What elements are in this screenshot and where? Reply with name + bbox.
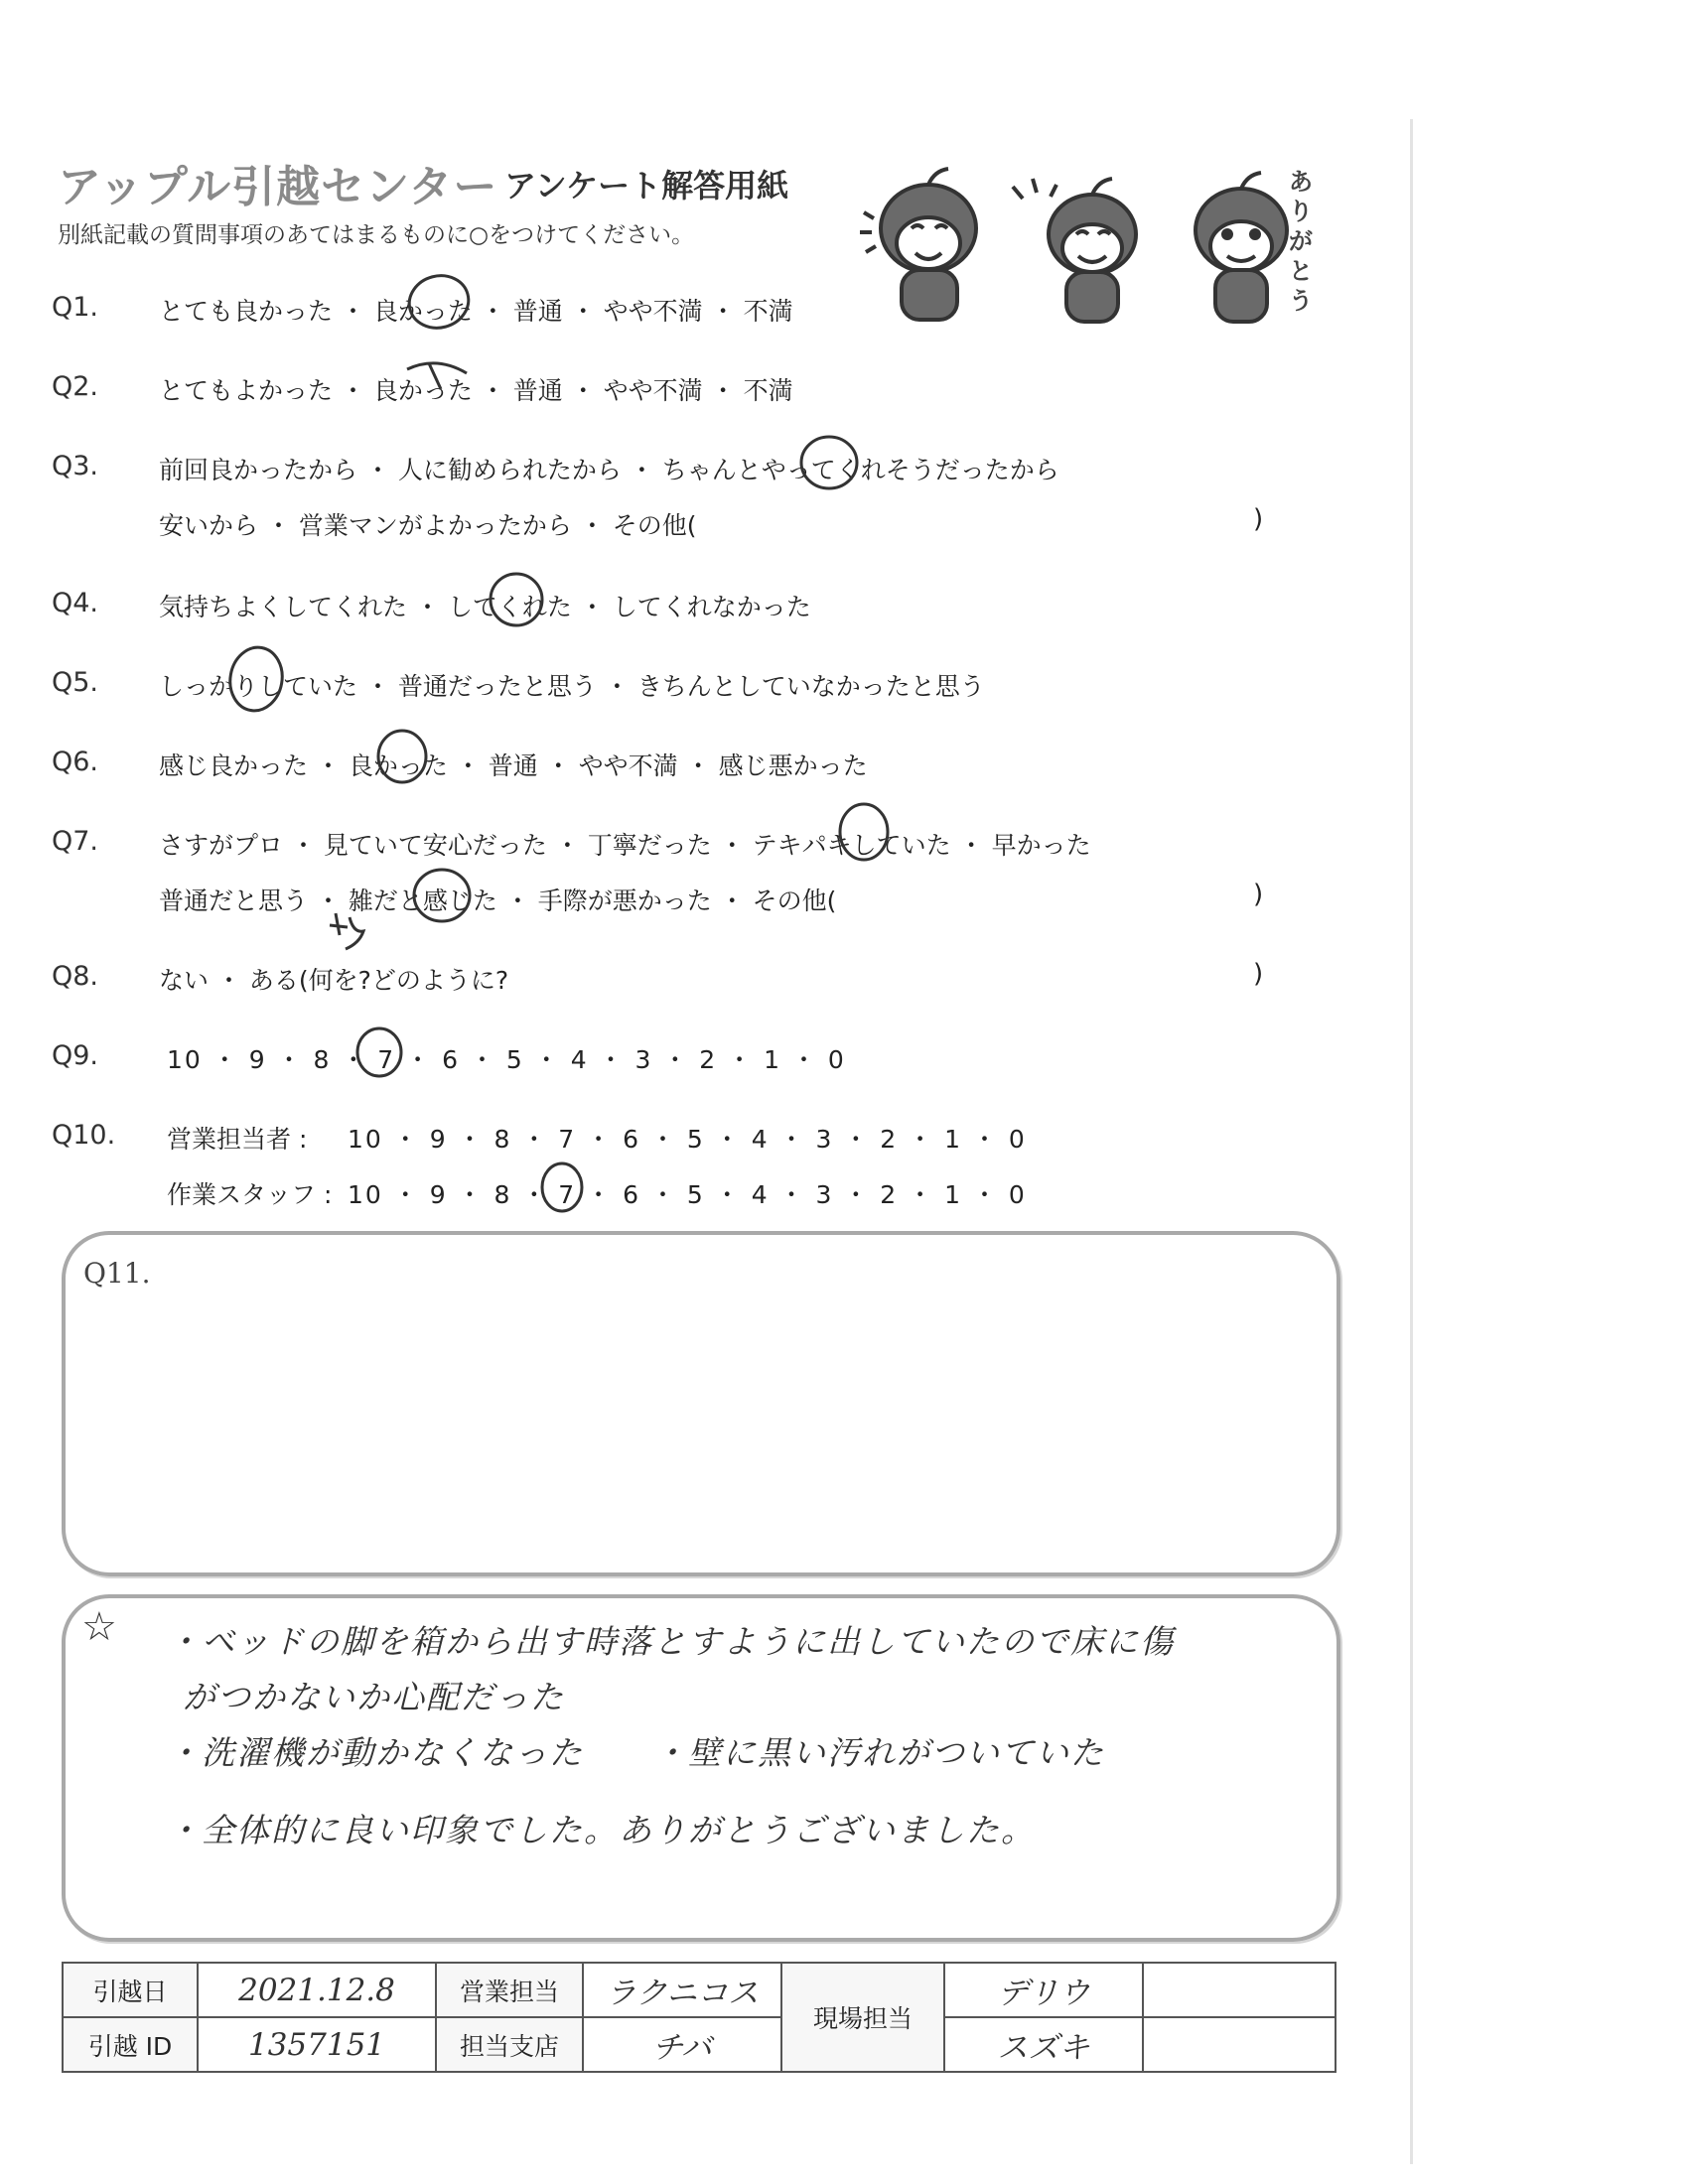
q6-label: Q6.: [52, 747, 99, 777]
q10-sales-label: 営業担当者 :: [167, 1125, 308, 1154]
move-date-value: 2021.12.8: [198, 1963, 436, 2017]
page-edge: [1410, 119, 1413, 2164]
q3-label: Q3.: [52, 451, 99, 481]
site-rep-empty-1: [1143, 1963, 1336, 2017]
comment-line-3: ・洗濯機が動かなくなった ・壁に黒い汚れがついていた: [167, 1733, 1105, 1772]
q7-close-paren: ): [1253, 880, 1264, 909]
q10-label: Q10.: [52, 1120, 116, 1151]
q3-options-line2[interactable]: 安いから ・ 営業マンがよかったから ・ その他(: [159, 511, 697, 540]
sales-rep-label: 営業担当: [436, 1963, 583, 2017]
q9-label: Q9.: [52, 1040, 99, 1071]
site-rep-empty-2: [1143, 2017, 1336, 2072]
q10-staff-label: 作業スタッフ :: [167, 1180, 333, 1209]
monkey-mascots-illustration: [854, 159, 1321, 338]
comment-line-2: がつかないか心配だった: [183, 1678, 565, 1716]
q11-label: Q11.: [83, 1257, 151, 1290]
q4-options[interactable]: 気持ちよくしてくれた ・ してくれた ・ してくれなかった: [159, 593, 811, 621]
company-title: アップル引越センター: [58, 162, 498, 212]
site-rep-label: 現場担当: [781, 1963, 944, 2072]
monkey-mascot-left: [860, 169, 976, 320]
q8-options[interactable]: ない ・ ある(何を?どのように?: [159, 966, 509, 995]
sales-rep-value: ラクニコス: [583, 1963, 781, 2017]
q2-options[interactable]: とてもよかった ・ 良かった ・ 普通 ・ やや不満 ・ 不満: [159, 376, 793, 405]
monkey-mascot-right: [1196, 173, 1287, 322]
q8-label: Q8.: [52, 961, 99, 992]
move-info-table: [62, 1962, 1336, 2073]
site-rep-value-2: スズキ: [944, 2017, 1143, 2072]
q1-label: Q1.: [52, 292, 99, 323]
q7-options-line1[interactable]: さすがプロ ・ 見ていて安心だった ・ 丁寧だった ・ テキパキしていた ・ 早かった: [159, 831, 1091, 860]
comment-line-1: ・ベッドの脚を箱から出す時落とすように出していたので床に傷: [167, 1622, 1175, 1661]
form-subtitle: アンケート解答用紙: [504, 167, 789, 205]
q2-label: Q2.: [52, 371, 99, 402]
comment-line-4: ・全体的に良い印象でした。ありがとうございました。: [167, 1811, 1036, 1849]
q7-extra-note-mark: [330, 913, 363, 949]
monkey-mascot-middle: [1013, 179, 1136, 322]
instruction-text: 別紙記載の質問事項のあてはまるものに○をつけてください。: [58, 222, 695, 248]
q7-label: Q7.: [52, 826, 99, 857]
q8-close-paren: ): [1253, 959, 1264, 989]
q9-score-scale[interactable]: 10 ・ 9 ・ 8 ・ 7 ・ 6 ・ 5 ・ 4 ・ 3 ・ 2 ・ 1 ・ 0: [167, 1045, 846, 1074]
q5-options[interactable]: しっかりしていた ・ 普通だったと思う ・ きちんとしていなかったと思う: [159, 672, 985, 701]
move-date-label: 引越日: [63, 1963, 198, 2017]
q6-options[interactable]: 感じ良かった ・ 良かった ・ 普通 ・ やや不満 ・ 感じ悪かった: [159, 751, 868, 780]
q1-options[interactable]: とても良かった ・ 良かった ・ 普通 ・ やや不満 ・ 不満: [159, 297, 793, 326]
q3-options-line1[interactable]: 前回良かったから ・ 人に勧められたから ・ ちゃんとやってくれそうだったから: [159, 456, 1059, 484]
mascot-caption: ありがとう: [1289, 168, 1313, 315]
star-mark: ☆: [81, 1604, 117, 1650]
move-id-value: 1357151: [198, 2017, 436, 2072]
q10-sales-scale[interactable]: 10 ・ 9 ・ 8 ・ 7 ・ 6 ・ 5 ・ 4 ・ 3 ・ 2 ・ 1 ・ 0: [348, 1125, 1027, 1154]
q11-answer-box[interactable]: [62, 1231, 1340, 1576]
q4-label: Q4.: [52, 588, 99, 618]
branch-value: チバ: [583, 2017, 781, 2072]
branch-label: 担当支店: [436, 2017, 583, 2072]
move-id-label: 引越 ID: [63, 2017, 198, 2072]
q5-label: Q5.: [52, 667, 99, 698]
q3-close-paren: ): [1253, 504, 1264, 534]
q10-staff-scale[interactable]: 10 ・ 9 ・ 8 ・ 7 ・ 6 ・ 5 ・ 4 ・ 3 ・ 2 ・ 1 ・ 0: [348, 1180, 1027, 1209]
site-rep-value-1: デリウ: [944, 1963, 1143, 2017]
q7-options-line2[interactable]: 普通だと思う ・ 雑だと感じた ・ 手際が悪かった ・ その他(: [159, 887, 837, 915]
